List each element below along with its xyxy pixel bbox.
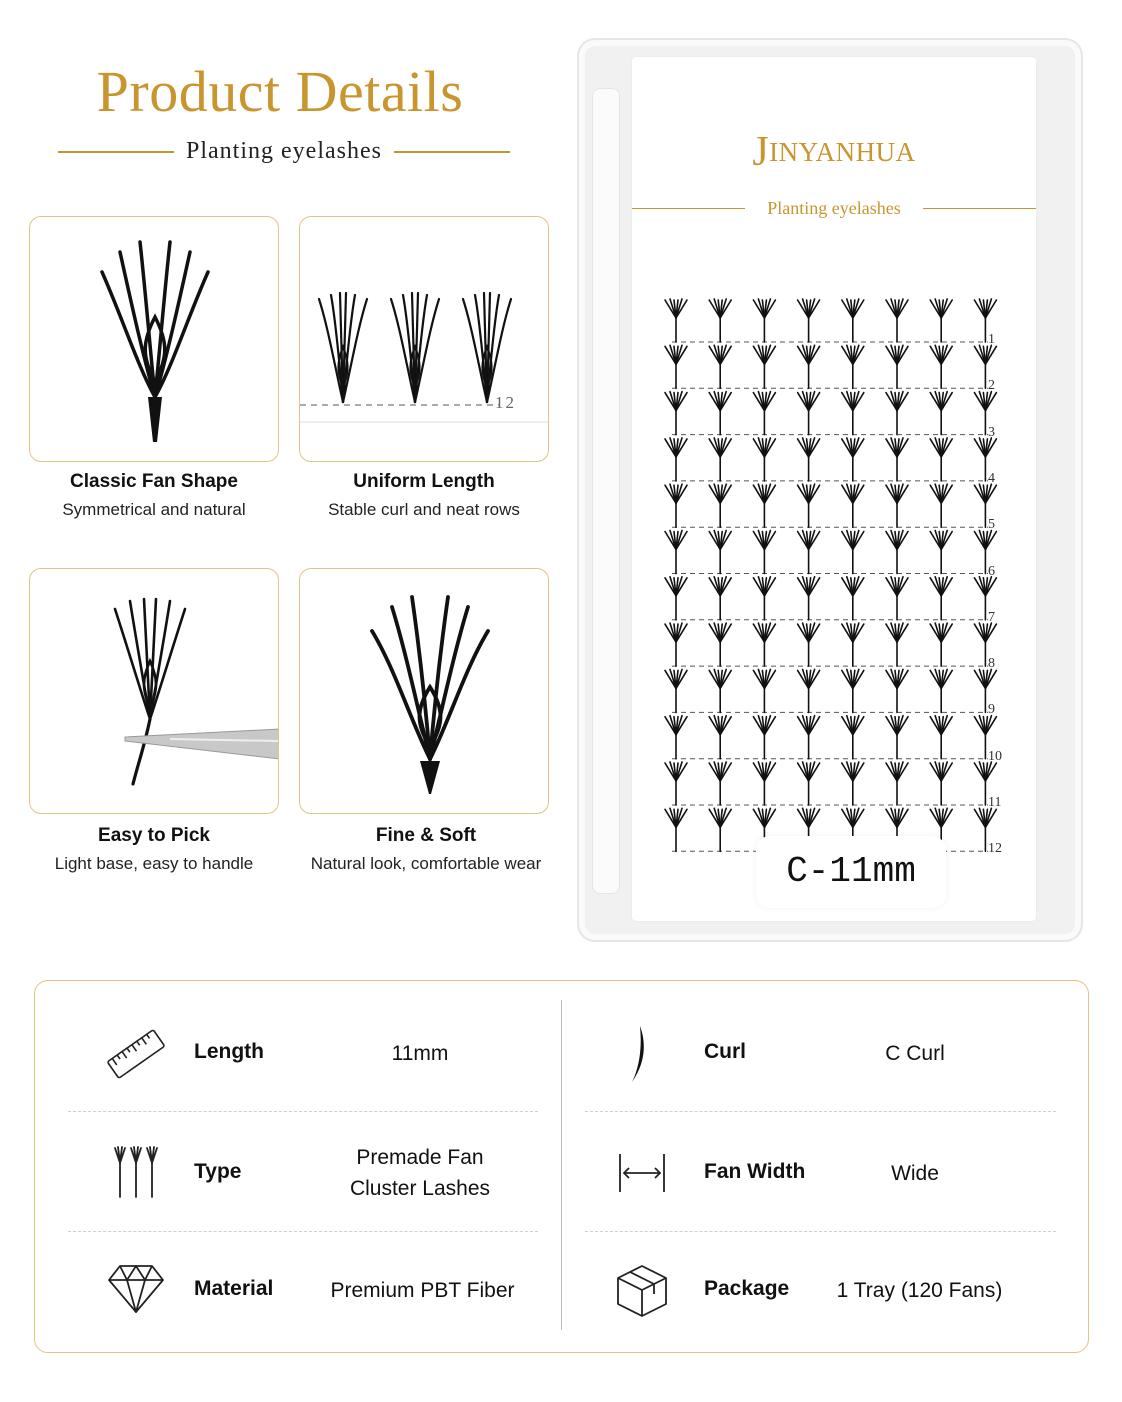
page-title: Product Details [96, 59, 464, 124]
brand-name: INYANHUA [769, 137, 916, 167]
feature-subtitle: Light base, easy to handle [54, 854, 254, 873]
spec-label-package: Package [704, 1277, 790, 1300]
spec-label-length: Length [194, 1040, 264, 1063]
lash-fan [709, 669, 731, 712]
row-divider [68, 1111, 538, 1112]
spec-value-type: Premade Fan Cluster Lashes [349, 1146, 491, 1200]
curl-icon [620, 1022, 660, 1086]
row-number: 2 [988, 378, 995, 394]
lash-fan [886, 392, 908, 435]
lash-fan [886, 623, 908, 666]
spec-value-package: 1 Tray (120 Fans) [836, 1279, 1003, 1302]
lash-fan [753, 762, 775, 805]
lash-fan [665, 577, 687, 620]
lash-fan [842, 762, 864, 805]
lash-fan [930, 716, 952, 759]
lash-fan [665, 762, 687, 805]
lash-fan [798, 762, 820, 805]
lash-fan [709, 577, 731, 620]
lash-fan [753, 392, 775, 435]
lash-fan [886, 716, 908, 759]
lash-fan [709, 808, 731, 851]
lash-fan [709, 345, 731, 388]
lash-fan [753, 669, 775, 712]
row-number: 5 [988, 517, 995, 533]
lash-fan [709, 716, 731, 759]
lash-fan [665, 808, 687, 851]
lash-fan [665, 716, 687, 759]
lash-fan [842, 438, 864, 481]
lash-fan [709, 484, 731, 527]
feature-subtitle: Symmetrical and natural [62, 500, 246, 519]
lash-fan [886, 577, 908, 620]
row-number: 8 [988, 656, 995, 672]
lash-fan [753, 531, 775, 574]
feature-title: Uniform Length [353, 471, 495, 492]
lash-fan [798, 531, 820, 574]
row-number: 10 [988, 748, 1002, 764]
lash-fan [798, 299, 820, 342]
row-divider [68, 1231, 538, 1232]
row-divider [585, 1231, 1056, 1232]
diamond-icon [106, 1262, 166, 1316]
lash-fan [798, 392, 820, 435]
lash-fan [665, 392, 687, 435]
row-number: 6 [988, 563, 995, 579]
lash-fan [842, 392, 864, 435]
row-number: 3 [988, 424, 995, 440]
lash-fan [842, 484, 864, 527]
lash-fan [842, 345, 864, 388]
lash-fan [665, 484, 687, 527]
size-label: C-11mm [756, 836, 946, 908]
lash-fan [753, 438, 775, 481]
spec-value-fan-width: Wide [891, 1162, 939, 1185]
row-number: 4 [988, 470, 995, 486]
lash-fan [842, 531, 864, 574]
lash-fan [930, 531, 952, 574]
lash-fan [798, 438, 820, 481]
feature-title: Classic Fan Shape [70, 471, 238, 492]
lash-fan [930, 345, 952, 388]
ruler-icon [104, 1022, 168, 1086]
lash-fan [665, 531, 687, 574]
lash-fan [930, 392, 952, 435]
lash-fan [665, 345, 687, 388]
lash-fan [886, 762, 908, 805]
lash-fan [930, 669, 952, 712]
spec-label-type: Type [194, 1160, 242, 1183]
lash-fan [709, 438, 731, 481]
lash-fan [930, 577, 952, 620]
spec-divider [561, 1000, 562, 1330]
lash-fan [886, 669, 908, 712]
row-number: 7 [988, 609, 995, 625]
spec-label-fan-width: Fan Width [704, 1160, 806, 1183]
lash-fan [709, 623, 731, 666]
lash-fan [753, 345, 775, 388]
lash-fan [798, 669, 820, 712]
ruler-label: 12 [495, 393, 516, 412]
lash-fan [842, 623, 864, 666]
feature-title: Fine & Soft [375, 825, 477, 846]
box-icon [614, 1262, 670, 1318]
spec-value-material: Premium PBT Fiber [330, 1279, 515, 1302]
lashes-icon [110, 1145, 162, 1201]
lash-fan [886, 345, 908, 388]
page-subtitle: Planting eyelashes [186, 138, 382, 164]
lash-fan [886, 299, 908, 342]
lash-fan [798, 484, 820, 527]
lash-fan [842, 669, 864, 712]
row-number: 1 [988, 332, 995, 347]
spec-value-curl: C Curl [885, 1042, 945, 1065]
lash-fan [709, 299, 731, 342]
lash-fan [886, 484, 908, 527]
lash-fan [753, 577, 775, 620]
row-number: 11 [988, 795, 1002, 810]
lash-fan [930, 484, 952, 527]
row-divider [585, 1111, 1056, 1112]
spec-label-material: Material [194, 1277, 274, 1300]
brand-initial: J [752, 129, 770, 175]
lash-fan [665, 438, 687, 481]
feature-subtitle: Stable curl and neat rows [328, 500, 520, 519]
lash-fan [930, 762, 952, 805]
lash-fan [665, 623, 687, 666]
tray-subtitle: Planting eyelashes [767, 198, 901, 218]
spec-value-length: 11mm [391, 1042, 449, 1065]
lash-fan [665, 669, 687, 712]
row-number: 12 [988, 841, 1002, 857]
lash-fan [753, 716, 775, 759]
lash-fan [709, 762, 731, 805]
width-arrows-icon [616, 1150, 668, 1196]
lash-fan [798, 345, 820, 388]
lash-fan [930, 438, 952, 481]
lash-fan [842, 299, 864, 342]
lash-fan [753, 484, 775, 527]
feature-subtitle: Natural look, comfortable wear [310, 854, 542, 873]
lash-fan [798, 716, 820, 759]
lash-fan [798, 623, 820, 666]
row-number: 9 [988, 702, 995, 718]
lash-fan [665, 299, 687, 342]
lash-fan [709, 392, 731, 435]
lash-fan [709, 531, 731, 574]
lash-fan [930, 299, 952, 342]
lash-fan [842, 577, 864, 620]
feature-title: Easy to Pick [98, 825, 210, 846]
lash-fan [753, 299, 775, 342]
spec-label-curl: Curl [704, 1040, 746, 1063]
lash-fan [886, 438, 908, 481]
lash-fan [886, 531, 908, 574]
lash-fan [930, 623, 952, 666]
lash-fan [798, 577, 820, 620]
lash-fan [753, 623, 775, 666]
lash-fan [842, 716, 864, 759]
